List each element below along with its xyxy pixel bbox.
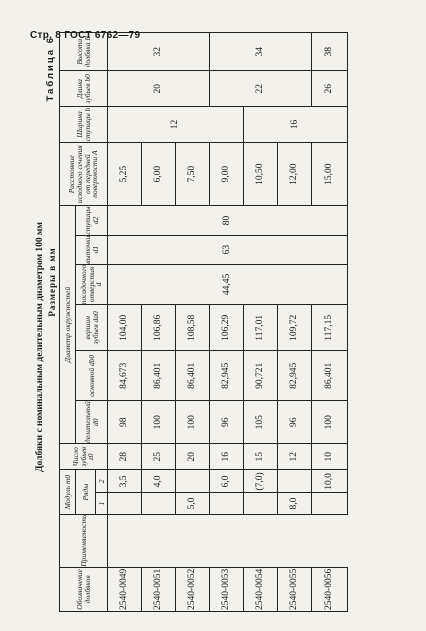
cell-module1 [108,493,142,514]
cell-module2 [176,470,210,493]
cell-teeth: 12 [278,444,312,470]
cell-tooth-length: 26 [312,71,348,107]
cell-designation: 2540-0055 [278,567,312,611]
cell-relief-d: 63 [108,235,348,264]
col-distance: Расстояние исходного сечения от передней поверхности A [60,142,108,205]
cell-pitch-d: 100 [142,401,176,444]
cell-module2: 6,0 [210,470,244,493]
col-row-1: 1 [96,493,108,514]
cell-tooth-length: 22 [210,71,312,107]
cell-designation: 2540-0053 [210,567,244,611]
cell-tip-d: 117,01 [244,305,278,351]
cell-hub-d: 80 [108,206,348,235]
cell-base-d: 86,401 [176,351,210,401]
col-height: Высота долбяка B [60,33,108,72]
cutter-table [59,32,348,612]
cell-distance: 9,00 [210,142,244,205]
cell-module1 [142,493,176,514]
cell-module1: 8,0 [278,493,312,514]
cell-base-d: 90,721 [244,351,278,401]
cell-pitch-d: 100 [312,401,348,444]
sizes-label: Размеры в мм [47,247,57,317]
cell-teeth: 10 [312,444,348,470]
cell-hub-width: 12 [108,107,244,143]
page-title: Стр. 8 ГОСТ 6762—79 [30,30,141,41]
cell-tip-d: 106,29 [210,305,244,351]
col-tip-d: вершин зубьев da0 [76,305,108,351]
cell-base-d: 82,945 [278,351,312,401]
cell-height: 32 [108,33,210,72]
cell-module2: 4,0 [142,470,176,493]
cell-distance: 10,50 [244,142,278,205]
cell-module1 [210,493,244,514]
cell-module2 [278,470,312,493]
cell-bore-d: 44,45 [108,264,348,304]
cell-pitch-d: 98 [108,401,142,444]
col-rows: Ряды [76,470,96,514]
col-application: Применяемость [60,514,108,567]
table-caption: Долбяки с номинальным делительным диаметром 100 мм [35,222,45,473]
col-base-d: основной db0 [76,351,108,401]
col-hub-width: Ширина ступицы b [60,107,108,143]
cell-base-d: 86,401 [312,351,348,401]
cell-distance: 6,00 [142,142,176,205]
cell-tooth-length: 20 [108,71,210,107]
cell-hub-width: 16 [244,107,348,143]
cell-tip-d: 106,86 [142,305,176,351]
cell-height: 34 [210,33,312,72]
cell-teeth: 28 [108,444,142,470]
cell-module2: (7,0) [244,470,278,493]
col-relief-d: выточки d1 [76,235,108,264]
cell-module1: 5,0 [176,493,210,514]
col-row-2: 2 [96,470,108,493]
cell-teeth: 25 [142,444,176,470]
cell-distance: 5,25 [108,142,142,205]
cell-pitch-d: 105 [244,401,278,444]
cell-designation: 2540-0056 [312,567,348,611]
col-teeth: Число зубьев z0 [60,444,108,470]
table-number: Таблица 6 [45,36,56,102]
cell-designation: 2540-0052 [176,567,210,611]
col-bore-d: посадочного отверстия d [76,264,108,304]
cell-tip-d: 109,72 [278,305,312,351]
col-tooth-length: Длина зубьев b0 [60,71,108,107]
cell-module2: 3,5 [108,470,142,493]
cell-pitch-d: 100 [176,401,210,444]
cell-tip-d: 104,00 [108,305,142,351]
cell-base-d: 84,673 [108,351,142,401]
cell-teeth: 16 [210,444,244,470]
cell-module1 [244,493,278,514]
cell-distance: 7,50 [176,142,210,205]
col-designation: Обозначение долбяков [60,567,108,611]
cell-teeth: 15 [244,444,278,470]
col-diameters: Диаметр окружностей [60,206,76,444]
cell-distance: 12,00 [278,142,312,205]
cell-pitch-d: 96 [278,401,312,444]
cell-height: 38 [312,33,348,72]
cell-designation: 2540-0054 [244,567,278,611]
col-hub-d: ступицы d2 [76,206,108,235]
cell-tip-d: 108,58 [176,305,210,351]
cell-base-d: 86,401 [142,351,176,401]
rotated-table-block [33,32,345,612]
cell-teeth: 20 [176,444,210,470]
cell-module2: 10,0 [312,470,348,493]
cell-base-d: 82,945 [210,351,244,401]
cell-designation: 2540-0049 [108,567,142,611]
col-module: Модуль m0 [60,470,76,514]
cell-designation: 2540-0051 [142,567,176,611]
cell-distance: 15,00 [312,142,348,205]
cell-module1 [312,493,348,514]
cell-tip-d: 117,15 [312,305,348,351]
col-pitch-d: делительный d0 [76,401,108,444]
cell-pitch-d: 96 [210,401,244,444]
